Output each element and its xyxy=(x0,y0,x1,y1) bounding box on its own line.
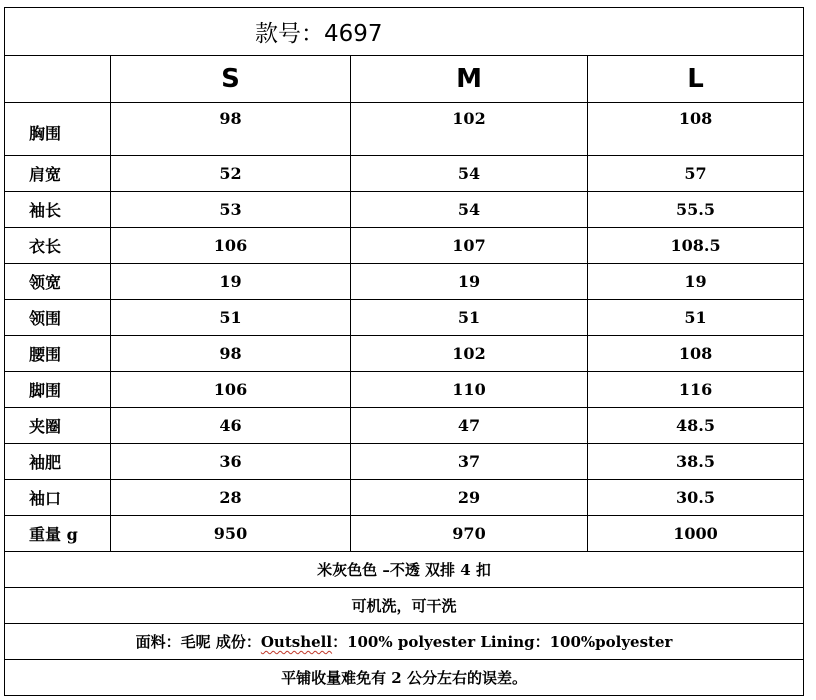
row-label: 衣长 xyxy=(5,228,111,264)
cell-l: 38.5 xyxy=(588,444,804,480)
table-row xyxy=(5,228,804,264)
row-label: 袖口 xyxy=(5,480,111,516)
color-note: 米灰色色 –不透 双排 4 扣 xyxy=(5,552,804,588)
cell-l: 30.5 xyxy=(588,480,804,516)
cell-m: 47 xyxy=(351,408,588,444)
cell-m: 110 xyxy=(351,372,588,408)
title-row xyxy=(5,8,804,56)
cell-m: 102 xyxy=(351,336,588,372)
row-label: 领围 xyxy=(5,300,111,336)
style-number: 款号：4697 xyxy=(5,8,804,56)
cell-l: 57 xyxy=(588,156,804,192)
table-row xyxy=(5,516,804,552)
row-label: 肩宽 xyxy=(5,156,111,192)
cell-s: 53 xyxy=(111,192,351,228)
table-row xyxy=(5,336,804,372)
cell-s: 28 xyxy=(111,480,351,516)
cell-l: 1000 xyxy=(588,516,804,552)
fabric-prefix: 面料：毛呢 成份： xyxy=(135,633,261,651)
table-row xyxy=(5,300,804,336)
cell-m: 54 xyxy=(351,156,588,192)
row-label: 脚围 xyxy=(5,372,111,408)
row-label: 重量 g xyxy=(5,516,111,552)
cell-s: 51 xyxy=(111,300,351,336)
note-row xyxy=(5,552,804,588)
cell-s: 19 xyxy=(111,264,351,300)
row-label: 胸围 xyxy=(5,103,111,156)
note-row xyxy=(5,588,804,624)
row-label: 领宽 xyxy=(5,264,111,300)
cell-l: 19 xyxy=(588,264,804,300)
cell-s: 106 xyxy=(111,372,351,408)
table-row xyxy=(5,264,804,300)
cell-m: 107 xyxy=(351,228,588,264)
cell-l: 55.5 xyxy=(588,192,804,228)
size-chart xyxy=(4,7,804,696)
cell-m: 19 xyxy=(351,264,588,300)
header-empty-cell xyxy=(5,56,111,103)
table-row xyxy=(5,444,804,480)
cell-m: 54 xyxy=(351,192,588,228)
size-table xyxy=(4,7,804,696)
cell-l: 51 xyxy=(588,300,804,336)
table-row xyxy=(5,192,804,228)
fabric-outshell: Outshell xyxy=(260,633,333,651)
note-row xyxy=(5,660,804,696)
cell-m: 51 xyxy=(351,300,588,336)
cell-s: 98 xyxy=(111,336,351,372)
fabric-note xyxy=(5,624,804,660)
cell-l: 48.5 xyxy=(588,408,804,444)
table-row xyxy=(5,156,804,192)
fabric-composition: ：100% polyester Lining：100%polyester xyxy=(332,633,673,651)
cell-s: 36 xyxy=(111,444,351,480)
header-row xyxy=(5,56,804,103)
size-header-s: S xyxy=(111,56,351,103)
cell-s: 950 xyxy=(111,516,351,552)
cell-s: 98 xyxy=(111,103,351,156)
cell-l: 108 xyxy=(588,103,804,156)
table-row xyxy=(5,103,804,156)
cell-s: 106 xyxy=(111,228,351,264)
table-row xyxy=(5,408,804,444)
cell-m: 970 xyxy=(351,516,588,552)
row-label: 夹圈 xyxy=(5,408,111,444)
row-label: 袖肥 xyxy=(5,444,111,480)
cell-l: 108.5 xyxy=(588,228,804,264)
cell-s: 46 xyxy=(111,408,351,444)
size-header-m: M xyxy=(351,56,588,103)
cell-m: 29 xyxy=(351,480,588,516)
row-label: 袖长 xyxy=(5,192,111,228)
table-row xyxy=(5,372,804,408)
measure-note: 平铺收量难免有 2 公分左右的误差。 xyxy=(5,660,804,696)
size-header-l: L xyxy=(588,56,804,103)
cell-l: 108 xyxy=(588,336,804,372)
note-row xyxy=(5,624,804,660)
table-row xyxy=(5,480,804,516)
cell-m: 102 xyxy=(351,103,588,156)
washing-note: 可机洗，可干洗 xyxy=(5,588,804,624)
cell-m: 37 xyxy=(351,444,588,480)
cell-s: 52 xyxy=(111,156,351,192)
row-label: 腰围 xyxy=(5,336,111,372)
cell-l: 116 xyxy=(588,372,804,408)
